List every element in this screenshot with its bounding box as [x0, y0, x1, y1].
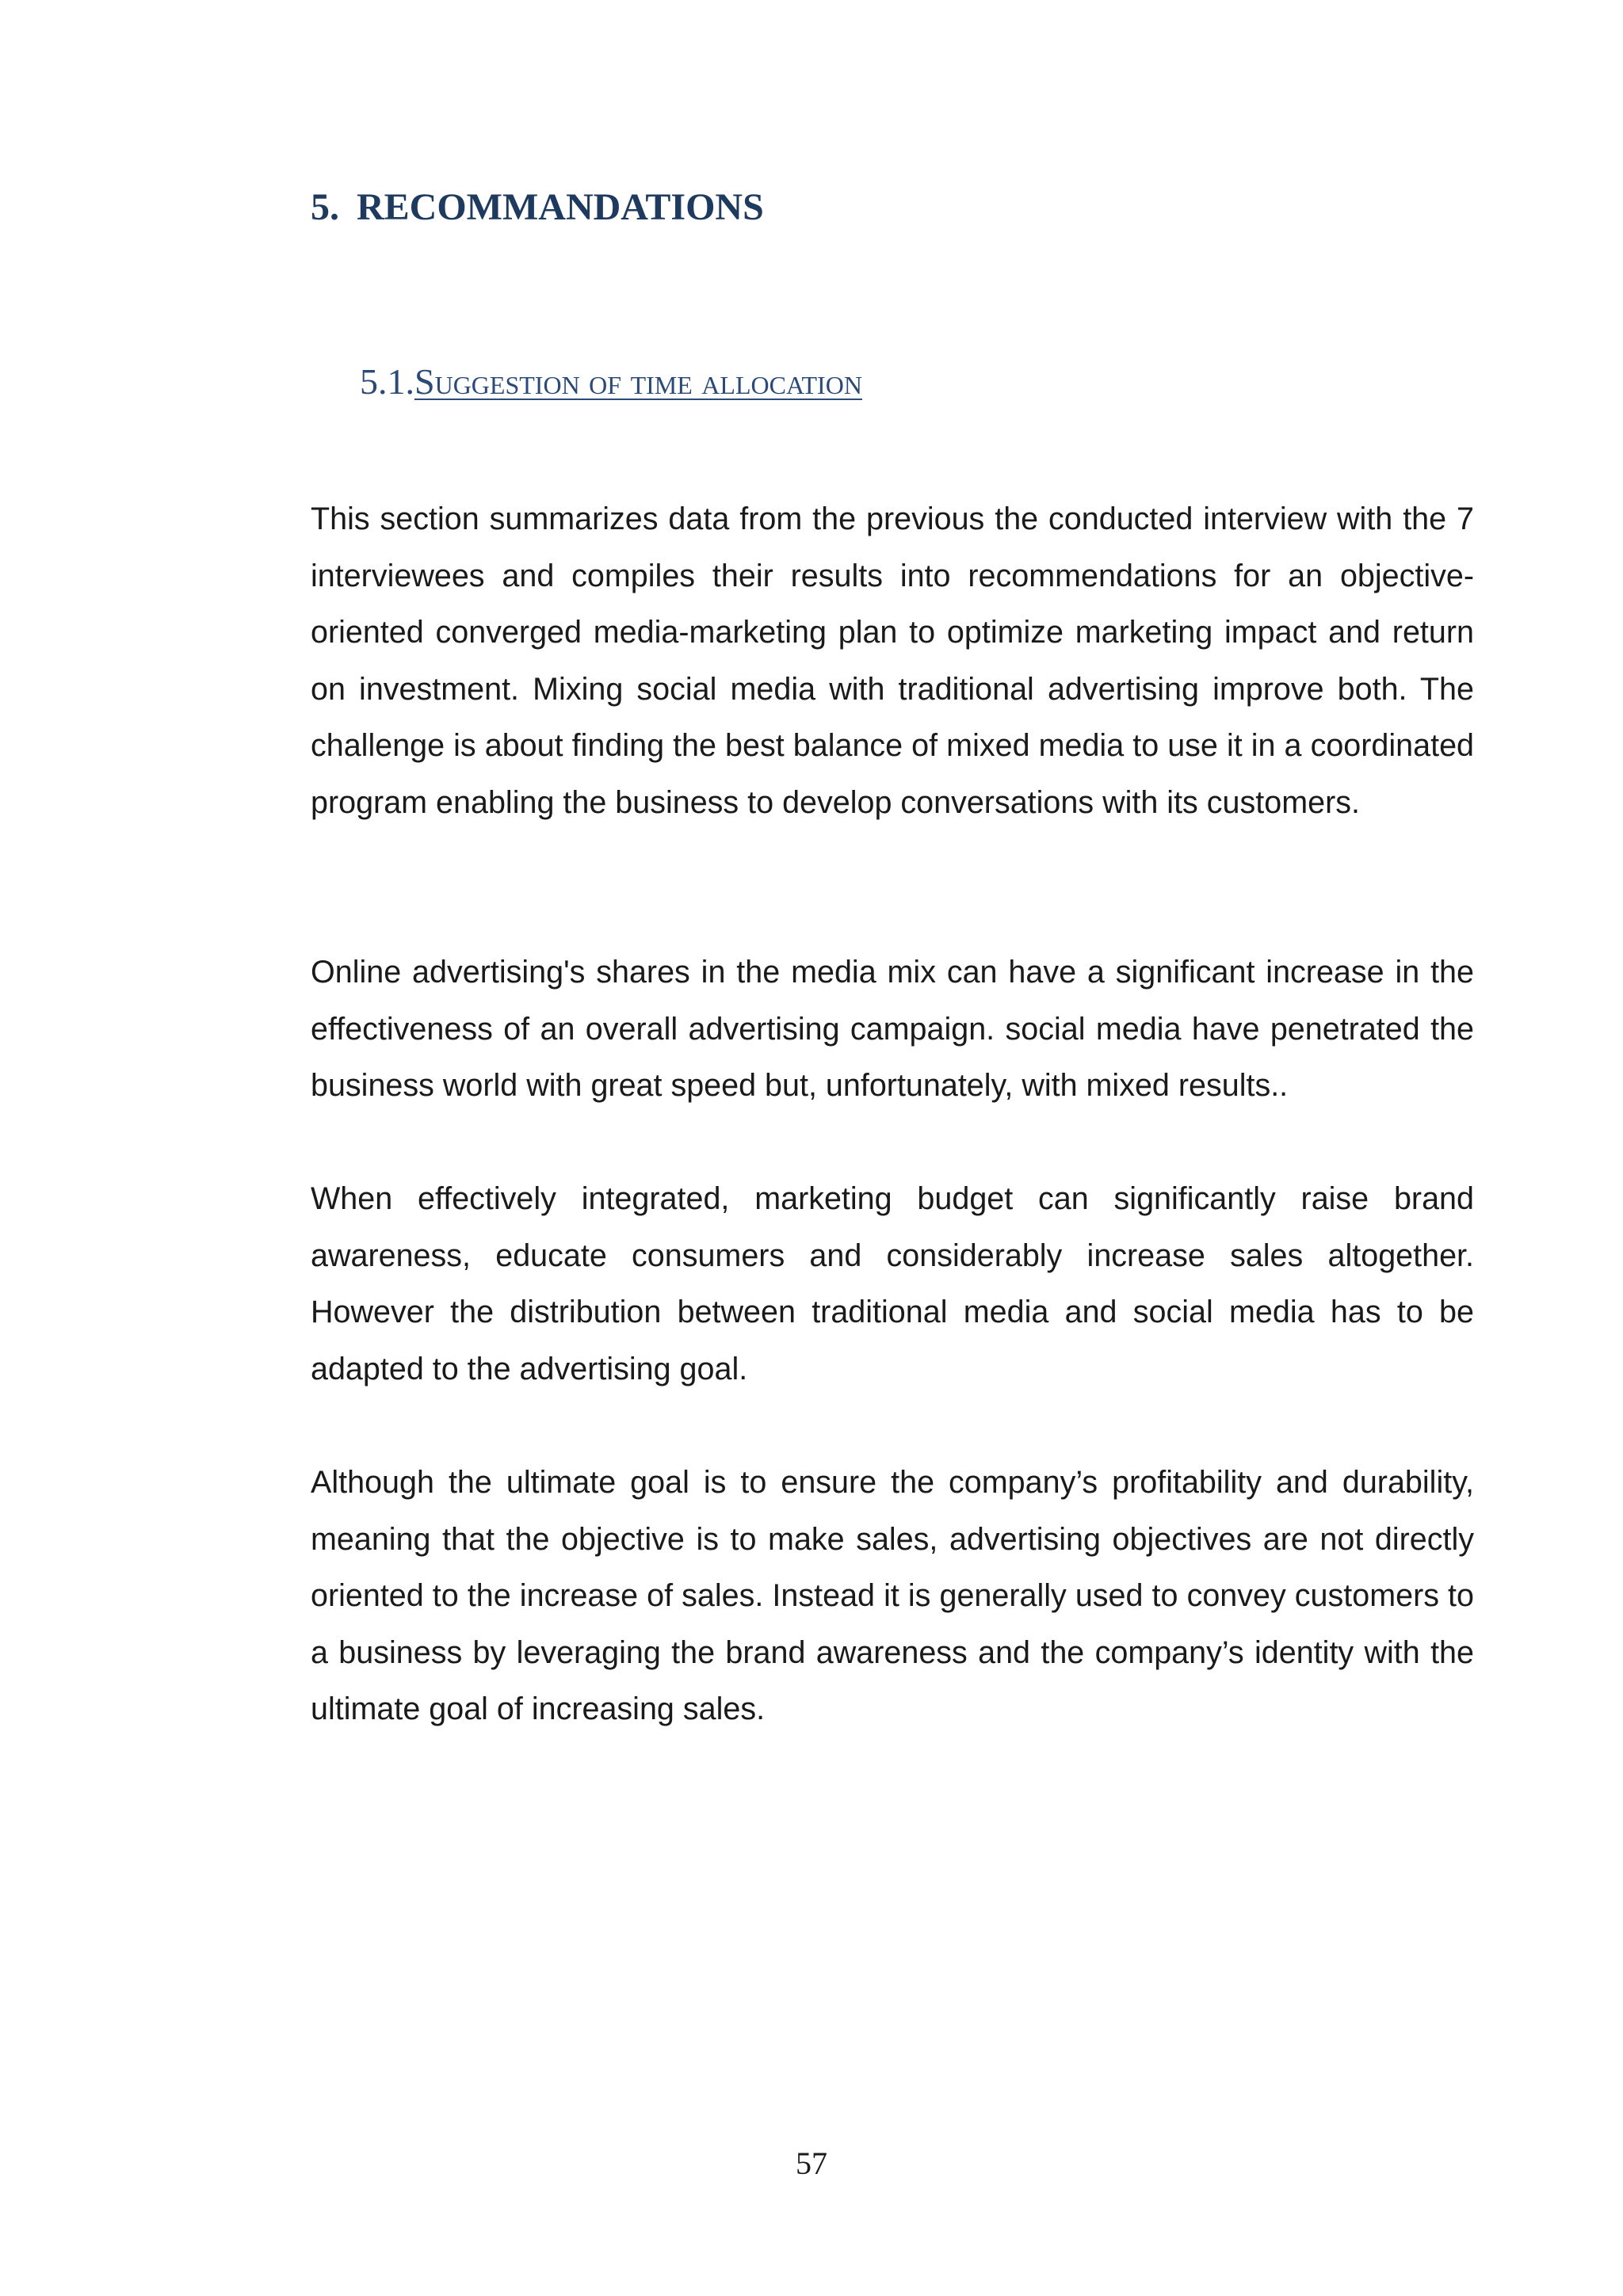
- body-paragraph: This section summarizes data from the previous the conducted interview with the 7 interviewees and compiles their results into recommendations for an objective-oriented converged media-marketing plan to optimize marketing impact and return on investment. Mixing social media with traditional advertising improve both. The challenge is about finding the best balance of mixed media to use it in a coordinated program enabling the business to develop conversations with its customers.: [311, 502, 1474, 820]
- page-number: 57: [796, 2145, 827, 2181]
- section-title: Suggestion of time allocation: [414, 361, 862, 402]
- body-paragraph: When effectively integrated, marketing budget can significantly raise brand awareness, educate consumers and considerably increase sales altogether. However the distribution between traditional media and social media has to be adapted to the advertising goal.: [311, 1181, 1474, 1386]
- body-paragraph: Online advertising's shares in the media mix can have a significant increase in the effectiveness of an overall advertising campaign. social media have penetrated the business world with great speed but, unfortunately, with mixed results..: [311, 955, 1474, 1103]
- chapter-heading: [311, 182, 764, 233]
- section-heading: [360, 358, 870, 406]
- chapter-number: 5.: [311, 186, 339, 228]
- section-number: 5.1.: [360, 361, 414, 402]
- chapter-title: RECOMMANDATIONS: [357, 186, 764, 228]
- body-paragraph: Although the ultimate goal is to ensure the company’s profitability and durability, meaning that the objective is to make sales, advertising objectives are not directly oriented to the increase of sales. Instead it is generally used to convey customers to a business by leveraging the brand awareness and the company’s identity with the ultimate goal of increasing sales.: [311, 1465, 1474, 1726]
